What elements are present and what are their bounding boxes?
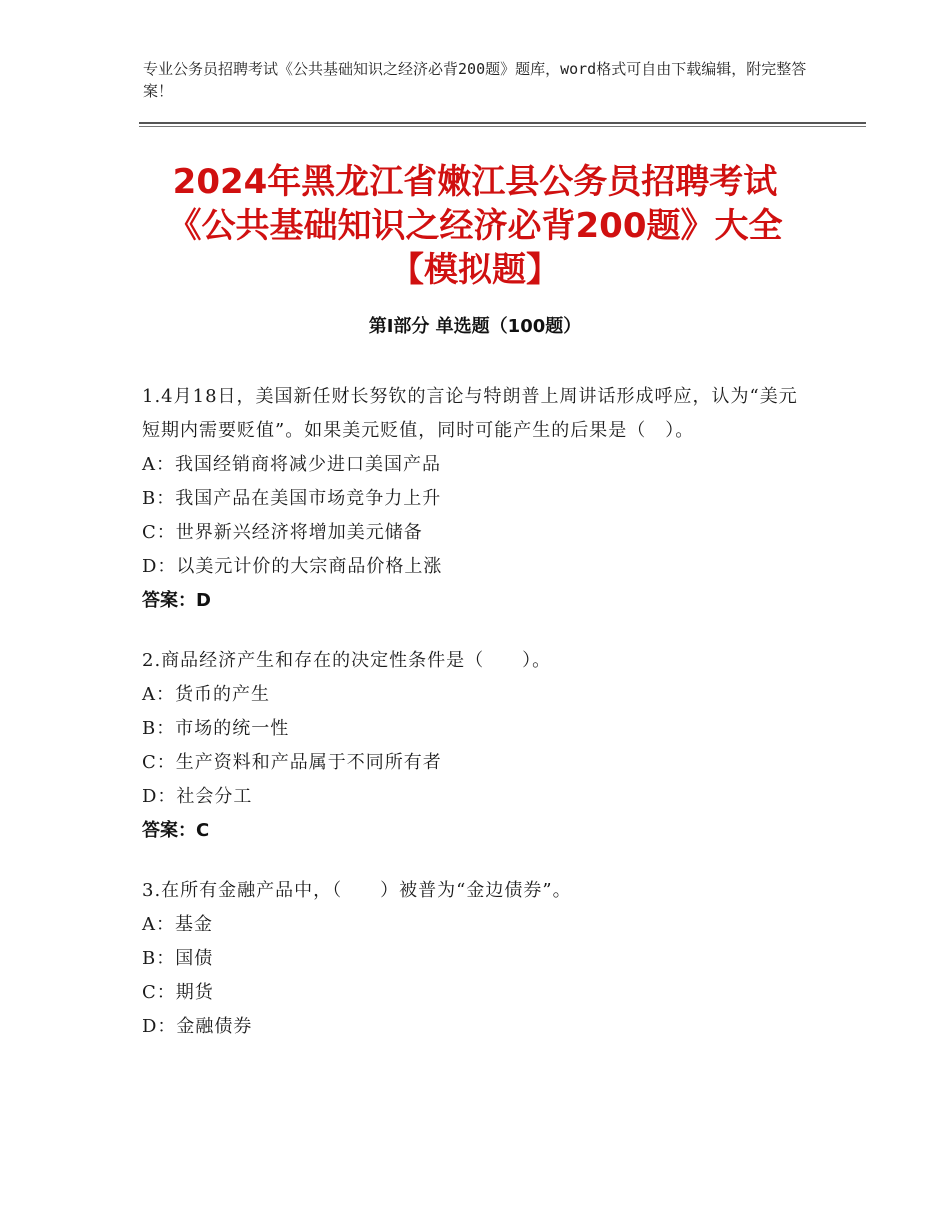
answer-label: 答案：C: [142, 820, 210, 841]
document-title: 2024年黑龙江省嫩江县公务员招聘考试《公共基础知识之经济必背200题》大全【模拟题】: [167, 162, 783, 290]
question-3: [142, 874, 812, 1044]
option-d: D：社会分工: [142, 786, 253, 807]
answer-label: 答案：D: [142, 590, 211, 611]
option-b: B：我国产品在美国市场竞争力上升: [142, 488, 442, 509]
header-note: 专业公务员招聘考试《公共基础知识之经济必背200题》题库，word格式可自由下载编辑，附完整答案！: [143, 60, 807, 100]
question-stem: 2.商品经济产生和存在的决定性条件是（ ）。: [142, 650, 552, 671]
question-stem: 3.在所有金融产品中，（ ）被普为“金边债券”。: [142, 880, 572, 901]
option-a: A：货币的产生: [142, 684, 270, 705]
option-c: C：生产资料和产品属于不同所有者: [142, 752, 442, 773]
option-d: D：金融债券: [142, 1016, 253, 1037]
section-title: 第I部分 单选题（100题）: [368, 316, 582, 337]
option-a: A：我国经销商将减少进口美国产品: [142, 454, 441, 475]
question-1: [142, 380, 812, 618]
header-divider-thick: [139, 122, 866, 124]
question-stem: 1.4月18日，美国新任财长努钦的言论与特朗普上周讲话形成呼应，认为“美元短期内需要贬值”。如果美元贬值，同时可能产生的后果是（ ）。: [142, 386, 798, 441]
question-list: [142, 380, 812, 1070]
option-b: B：市场的统一性: [142, 718, 290, 739]
option-d: D：以美元计价的大宗商品价格上涨: [142, 556, 443, 577]
header-divider-thin: [139, 126, 866, 127]
option-c: C：期货: [142, 982, 214, 1003]
option-a: A：基金: [142, 914, 213, 935]
option-b: B：国债: [142, 948, 214, 969]
option-c: C：世界新兴经济将增加美元储备: [142, 522, 423, 543]
question-2: [142, 644, 812, 848]
